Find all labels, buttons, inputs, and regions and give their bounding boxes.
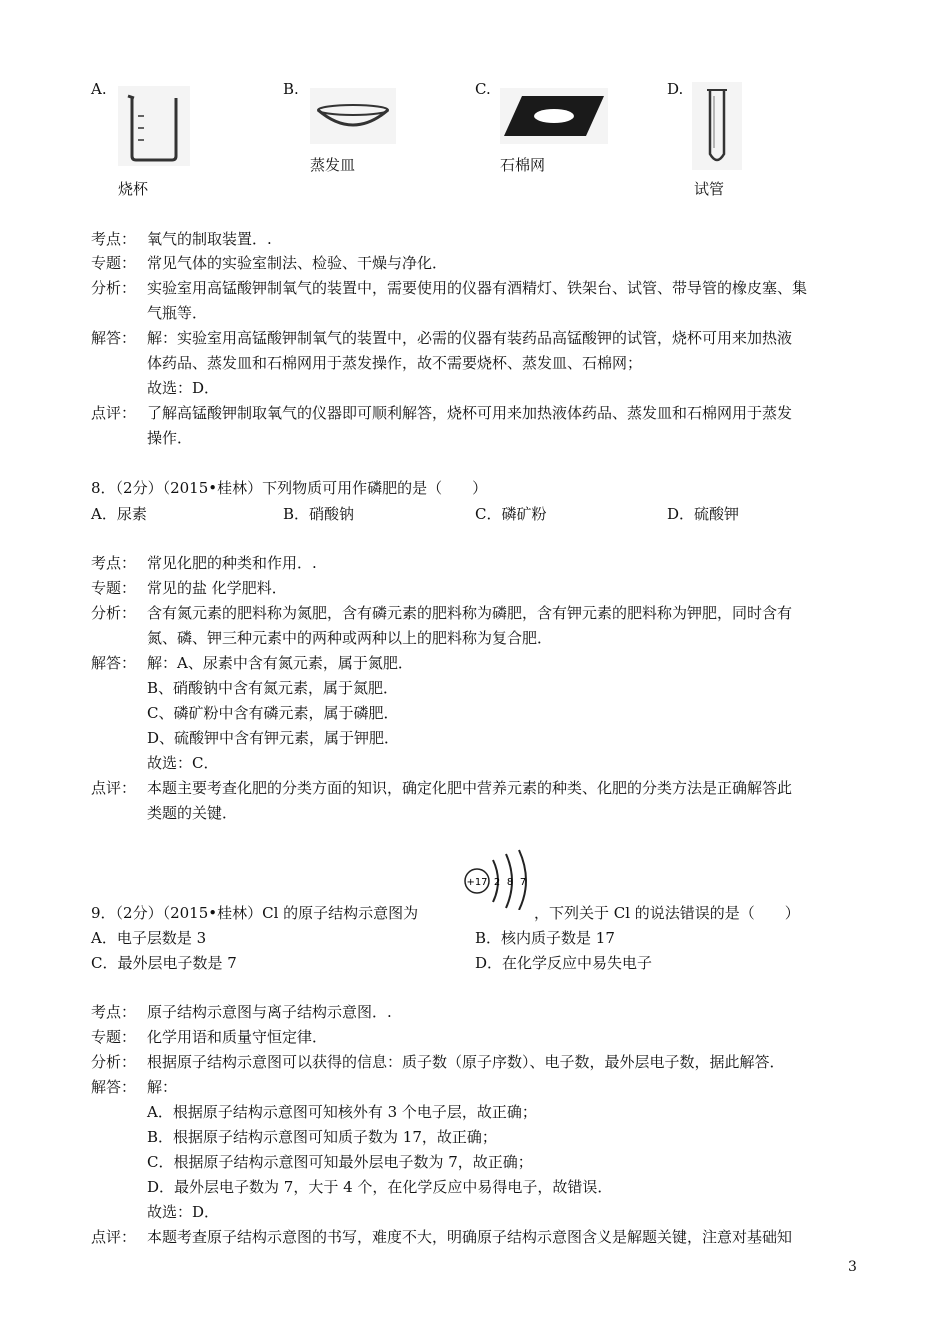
q7-zhuanti: 专题： 常见气体的实验室制法、检验、干燥与净化． bbox=[91, 254, 448, 272]
q7-dianping: 点评： 了解高锰酸钾制取氧气的仪器即可顺利解答，烧杯可用来加热液体药品、蒸发皿和石棉网用于蒸发 bbox=[91, 404, 793, 422]
q9-option-d: D．在化学反应中易失电子 bbox=[475, 954, 653, 972]
q9-zhuanti: 专题： 化学用语和质量守恒定律． bbox=[91, 1028, 328, 1046]
q7-jieda: 解答： 解：实验室用高锰酸钾制氧气的装置中，必需的仪器有装药品高锰酸钾的试管，烧杯可用来加热液 bbox=[91, 329, 793, 347]
q8-jieda-d: D、硫酸钾中含有钾元素，属于钾肥． bbox=[147, 729, 400, 747]
q9-option-a: A．电子层数是 3 bbox=[91, 929, 207, 947]
q8-jieda-answer: 故选：C． bbox=[147, 754, 219, 772]
test-tube-image bbox=[692, 82, 742, 170]
q7-option-c-letter: C. bbox=[475, 80, 491, 98]
q7-option-c-caption: 石棉网 bbox=[500, 156, 546, 174]
q7-jieda-answer: 故选：D． bbox=[147, 379, 220, 397]
page-number: 3 bbox=[848, 1259, 857, 1275]
q8-option-a: A．尿素 bbox=[91, 505, 147, 523]
q9-jieda-answer: 故选：D． bbox=[147, 1203, 220, 1221]
q7-option-d-caption: 试管 bbox=[694, 180, 725, 198]
q7-jieda-cont: 体药品、蒸发皿和石棉网用于蒸发操作，故不需要烧杯、蒸发皿、石棉网； bbox=[147, 354, 643, 372]
atom-shell-3-label: 7 bbox=[519, 877, 527, 888]
q9-jieda-b: B．根据原子结构示意图可知质子数为 17，故正确； bbox=[147, 1128, 497, 1146]
q9-dianping: 点评： 本题考查原子结构示意图的书写，难度不大，明确原子结构示意图含义是解题关键，注意对基础知 bbox=[91, 1228, 793, 1246]
q8-kaodian: 考点： 常见化肥的种类和作用．. bbox=[91, 554, 317, 572]
q9-option-c: C．最外层电子数是 7 bbox=[91, 954, 237, 972]
atom-shell-2-label: 8 bbox=[506, 877, 514, 888]
atom-shell-1-label: 2 bbox=[493, 877, 501, 888]
q7-option-b-letter: B. bbox=[283, 80, 299, 98]
q8-zhuanti: 专题： 常见的盐 化学肥料． bbox=[91, 579, 287, 597]
q8-stem: 8．（2分）（2015•桂林）下列物质可用作磷肥的是（ ） bbox=[91, 479, 488, 497]
q7-kaodian: 考点： 氧气的制取装置．. bbox=[91, 230, 272, 248]
q9-stem-post: ，下列关于 Cl 的说法错误的是（ ） bbox=[534, 904, 800, 922]
evaporating-dish-image bbox=[310, 88, 396, 144]
q9-fenxi: 分析： 根据原子结构示意图可以获得的信息：质子数（原子序数）、电子数，最外层电子数，据此解答． bbox=[91, 1053, 785, 1071]
atom-nucleus-label: +17 bbox=[466, 877, 488, 888]
q7-option-a-letter: A. bbox=[91, 80, 107, 98]
q7-option-d-letter: D. bbox=[667, 80, 684, 98]
q9-option-b: B．核内质子数是 17 bbox=[475, 929, 615, 947]
q8-fenxi: 分析： 含有氮元素的肥料称为氮肥，含有磷元素的肥料称为磷肥，含有钾元素的肥料称为钾肥，同时含有 bbox=[91, 604, 793, 622]
q8-option-d: D．硫酸钾 bbox=[667, 505, 740, 523]
q9-stem-pre: 9．（2分）（2015•桂林）Cl 的原子结构示意图为 bbox=[91, 904, 419, 922]
q9-jieda-d: D．最外层电子数为 7，大于 4 个，在化学反应中易得电子，故错误． bbox=[147, 1178, 613, 1196]
q7-option-a-caption: 烧杯 bbox=[118, 180, 149, 198]
beaker-image bbox=[118, 86, 190, 166]
q8-dianping-cont: 类题的关键． bbox=[147, 804, 238, 822]
q8-fenxi-cont: 氮、磷、钾三种元素中的两种或两种以上的肥料称为复合肥． bbox=[147, 629, 553, 647]
q7-fenxi-cont: 气瓶等． bbox=[147, 304, 208, 322]
q9-jieda: 解答： 解： bbox=[91, 1078, 178, 1096]
q7-option-b-caption: 蒸发皿 bbox=[310, 156, 356, 174]
q8-jieda: 解答： 解：A、尿素中含有氮元素，属于氮肥． bbox=[91, 654, 413, 672]
q8-option-b: B．硝酸钠 bbox=[283, 505, 355, 523]
q8-jieda-b: B、硝酸钠中含有氮元素，属于氮肥． bbox=[147, 679, 399, 697]
q9-kaodian: 考点： 原子结构示意图与离子结构示意图．. bbox=[91, 1003, 392, 1021]
q7-fenxi: 分析： 实验室用高锰酸钾制氧气的装置中，需要使用的仪器有酒精灯、铁架台、试管、带导管的橡皮塞、集 bbox=[91, 279, 808, 297]
q8-option-c: C．磷矿粉 bbox=[475, 505, 547, 523]
q8-jieda-c: C、磷矿粉中含有磷元素，属于磷肥． bbox=[147, 704, 399, 722]
q7-dianping-cont: 操作． bbox=[147, 429, 193, 447]
q8-dianping: 点评： 本题主要考查化肥的分类方面的知识，确定化肥中营养元素的种类、化肥的分类方法是正确解答此 bbox=[91, 779, 793, 797]
q9-jieda-c: C．根据原子结构示意图可知最外层电子数为 7，故正确； bbox=[147, 1153, 533, 1171]
asbestos-gauze-image bbox=[500, 88, 608, 144]
chlorine-atom-structure-diagram bbox=[460, 848, 540, 910]
q9-jieda-a: A．根据原子结构示意图可知核外有 3 个电子层，故正确； bbox=[147, 1103, 537, 1121]
